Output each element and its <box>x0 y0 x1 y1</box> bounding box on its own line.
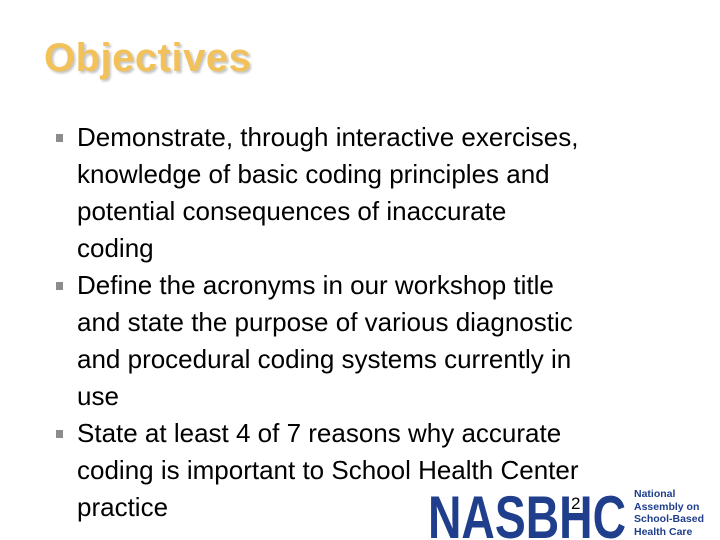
bullet-line: coding <box>77 233 154 263</box>
bullet-line: potential consequences of inaccurate <box>77 196 507 226</box>
bullet-line: State at least 4 of 7 reasons why accurate <box>77 418 562 448</box>
objectives-list <box>56 119 696 526</box>
bullet-line: Demonstrate, through interactive exercises, <box>77 122 579 152</box>
square-bullet-icon <box>56 282 63 290</box>
bullet-item <box>56 267 696 415</box>
bullet-line: and state the purpose of various diagnostic <box>77 307 573 337</box>
bullet-line: practice <box>77 492 169 522</box>
logo-tagline-line: Assembly on <box>634 500 700 513</box>
logo-tagline-line: School-Based <box>634 513 705 525</box>
bullet-item <box>56 119 696 267</box>
bullet-line: use <box>77 381 119 411</box>
logo-tagline-line: Health Care <box>634 525 693 538</box>
page-number: 2 <box>571 494 581 513</box>
bullet-line: coding is important to School Health Center <box>77 455 579 485</box>
bullet-line: and procedural coding systems currently in <box>77 344 572 374</box>
bullet-line: knowledge of basic coding principles and <box>77 159 550 189</box>
square-bullet-icon <box>56 430 63 438</box>
slide-title: Objectives <box>44 36 252 80</box>
square-bullet-icon <box>56 134 63 142</box>
logo-tagline <box>634 488 704 538</box>
logo-tagline-line: National <box>634 488 676 500</box>
nasbhc-logo <box>428 486 712 540</box>
nasbhc-wordmark-logo <box>428 486 628 540</box>
bullet-line: Define the acronyms in our workshop title <box>77 270 554 300</box>
logo-wordmark-text: NASBHC <box>428 486 626 540</box>
